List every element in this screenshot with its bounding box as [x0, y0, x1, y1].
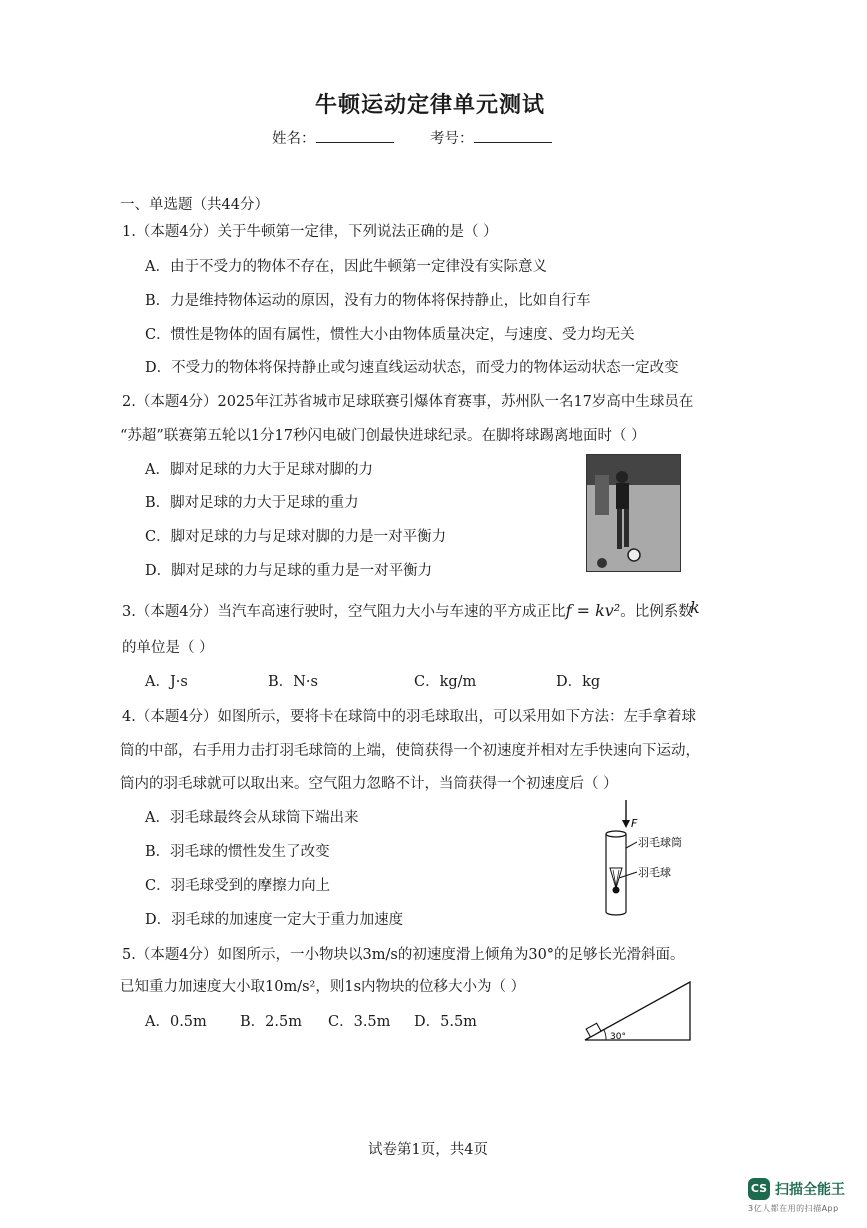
q3-option-d: D．kg [556, 674, 601, 690]
q1-stem: 1.（本题4分）关于牛顿第一定律，下列说法正确的是（ ） [122, 224, 498, 240]
q4-stem-line2: 筒的中部，右手用力击打羽毛球筒的上端，使筒获得一个初速度并相对左手快速向下运动， [120, 743, 700, 759]
q4-option-c: C．羽毛球受到的摩擦力向上 [145, 878, 331, 894]
q5-option-a: A．0.5m [145, 1014, 207, 1030]
q2-stem-line1: 2.（本题4分）2025年江苏省城市足球联赛引爆体育赛事，苏州队一名17岁高中生球员在 [122, 394, 694, 410]
q3-stem-text: 3.（本题4分）当汽车高速行驶时，空气阻力大小与车速的平方成正比 [122, 604, 566, 620]
q2-option-c: C．脚对足球的力与足球对脚的力是一对平衡力 [145, 529, 447, 545]
soccer-photo-illustration [587, 455, 680, 571]
q2-stem-line2: “苏超”联赛第五轮以1分17秒闪电破门创最快进球纪录。在脚将球踢离地面时（ ） [120, 428, 646, 444]
q3-option-a: A．J·s [145, 674, 188, 690]
q3-stem-line1 [122, 600, 693, 621]
q5-option-c: C．3.5m [328, 1014, 391, 1030]
q2-option-d: D．脚对足球的力与足球的重力是一对平衡力 [145, 563, 433, 579]
camscanner-logo-icon: CS [748, 1178, 770, 1200]
shuttlecock-cork [613, 887, 620, 894]
force-arrow-head [622, 820, 630, 828]
q4-option-b: B．羽毛球的惯性发生了改变 [145, 844, 330, 860]
name-field-row [272, 127, 394, 148]
tube-bottom [606, 912, 626, 915]
tube-pointer [626, 842, 637, 848]
watermark-tagline: 3亿人都在用的扫描App [748, 1204, 839, 1213]
tube-label: 羽毛球筒 [638, 836, 682, 849]
tube-top [606, 831, 626, 837]
q2-option-b: B．脚对足球的力大于足球的重力 [145, 495, 359, 511]
q5-stem-line2: 已知重力加速度大小取10m/s²，则1s内物块的位移大小为（ ） [120, 979, 526, 995]
watermark-name: 扫描全能王 [775, 1182, 845, 1198]
q1-option-c: C．惯性是物体的固有属性，惯性大小由物体质量决定，与速度、受力均无关 [145, 327, 635, 343]
force-label: F [631, 817, 638, 830]
exam-no-field-row [430, 127, 552, 148]
q1-option-d: D．不受力的物体将保持静止或匀速直线运动状态，而受力的物体运动状态一定改变 [145, 360, 679, 376]
page-title: 牛顿运动定律单元测试 [315, 92, 546, 118]
exam-no-label: 考号： [430, 131, 474, 147]
exam-no-blank [474, 128, 552, 143]
name-label: 姓名： [272, 131, 316, 147]
incline-figure [582, 978, 694, 1048]
q3-formula: f = kv² [565, 601, 621, 620]
q3-stem-text-end: 。比例系数 [620, 604, 693, 620]
q4-stem-line1: 4.（本题4分）如图所示，要将卡在球筒中的羽毛球取出，可以采用如下方法：左手拿着球 [122, 709, 697, 725]
ball-pointer [619, 872, 637, 878]
angle-arc [604, 1030, 606, 1040]
q5-option-b: B．2.5m [240, 1014, 302, 1030]
q5-stem-line1: 5.（本题4分）如图所示，一小物块以3m/s的初速度滑上倾角为30°的足够长光滑斜面。 [122, 947, 685, 963]
q4-option-a: A．羽毛球最终会从球筒下端出来 [145, 810, 359, 826]
q1-option-b: B．力是维持物体运动的原因，没有力的物体将保持静止，比如自行车 [145, 293, 591, 309]
scanner-watermark [748, 1176, 858, 1216]
q5-option-d: D．5.5m [414, 1014, 477, 1030]
q1-option-a: A．由于不受力的物体不存在，因此牛顿第一定律没有实际意义 [145, 259, 547, 275]
q3-option-c: C．kg/m [414, 674, 477, 690]
shuttlecock-tube-figure [595, 798, 705, 920]
page-footer: 试卷第1页，共4页 [368, 1142, 488, 1158]
q4-stem-line3: 筒内的羽毛球就可以取出来。空气阻力忽略不计，当筒获得一个初速度后（ ） [120, 776, 618, 792]
ball-label: 羽毛球 [638, 866, 671, 879]
q3-option-b: B．N·s [268, 674, 318, 690]
soccer-player-photo [586, 454, 681, 572]
angle-label: 30° [610, 1032, 626, 1042]
name-blank [316, 128, 394, 143]
q3-stem-line2: 的单位是（ ） [122, 640, 214, 656]
q3-k-symbol: k [690, 598, 700, 617]
q2-option-a: A．脚对足球的力大于足球对脚的力 [145, 462, 373, 478]
block [586, 1023, 601, 1037]
section-heading: 一、单选题（共44分） [120, 197, 269, 213]
q4-option-d: D．羽毛球的加速度一定大于重力加速度 [145, 912, 404, 928]
